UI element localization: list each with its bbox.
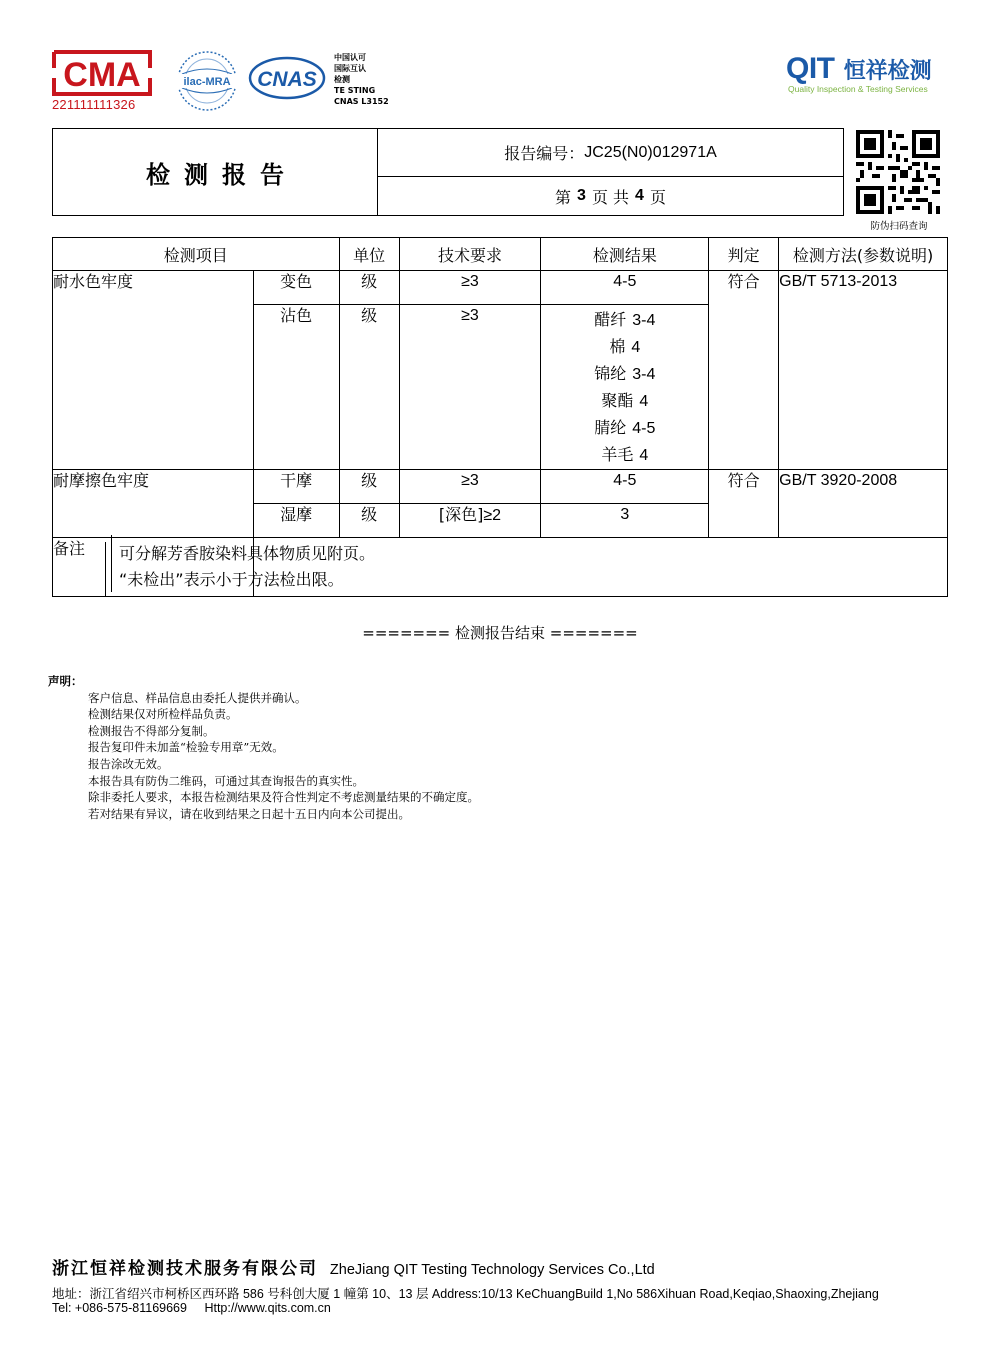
svg-text:CNAS: CNAS xyxy=(257,68,317,91)
qit-logo-text: QIT xyxy=(786,52,835,85)
declaration-title: 声明： xyxy=(48,674,83,688)
page-total: 4 xyxy=(635,187,644,204)
cma-code: 221111111326 xyxy=(52,97,136,112)
footer-contact xyxy=(52,1301,345,1315)
result-cell: 3 xyxy=(541,504,709,538)
requirement-cell: [深色]≥2 xyxy=(399,504,541,538)
declaration-item: 本报告具有防伪二维码，可通过其查询报告的真实性。 xyxy=(88,773,364,788)
title-cell xyxy=(53,129,378,215)
qit-logo-sub: Quality Inspection & Testing Services xyxy=(788,84,928,94)
requirement-cell: ≥3 xyxy=(399,305,541,470)
sub-item: 湿摩 xyxy=(253,504,339,538)
remarks-text xyxy=(119,541,375,593)
cnas-logo xyxy=(248,56,326,100)
sub-item: 沾色 xyxy=(253,305,339,470)
col-header-item: 检测项目 xyxy=(53,238,340,271)
title-box xyxy=(52,128,844,216)
page-suffix: 页 xyxy=(649,187,666,207)
unit-cell: 级 xyxy=(339,271,399,305)
method-cell: GB/T 5713-2013 xyxy=(779,271,948,470)
requirement-cell: ≥3 xyxy=(399,470,541,504)
page-indicator xyxy=(378,177,843,215)
report-number-cell xyxy=(378,129,843,177)
result-line: 聚酯 4 xyxy=(601,391,649,410)
footer-tel: Tel: +086-575-81169669 xyxy=(52,1301,187,1315)
declaration-list xyxy=(88,690,479,823)
page-mid: 页 共 xyxy=(591,187,630,207)
report-end-line: ======= 检测报告结束 ======= xyxy=(362,624,638,642)
footer-company-cn: 浙江恒祥检测技术服务有限公司 xyxy=(52,1259,318,1279)
declaration xyxy=(48,673,479,822)
footer-address: 地址：浙江省绍兴市柯桥区西环路 586 号科创大厦 1 幢第 10、13 层 Address:10/13 KeChuangBuild 1,No 586Xihuan Road,Keqiao,Shaoxing,Zhejiang xyxy=(52,1287,879,1301)
verdict-cell: 符合 xyxy=(709,470,779,538)
report-no-value: JC25(N0)012971A xyxy=(584,143,717,161)
table-header-row xyxy=(53,238,948,271)
result-line: 棉 4 xyxy=(609,337,641,356)
col-header-method: 检测方法(参数说明) xyxy=(779,238,948,271)
declaration-item: 报告涂改无效。 xyxy=(88,756,169,771)
company-logo xyxy=(786,52,932,94)
ilac-mra-logo xyxy=(172,50,242,112)
page-current: 3 xyxy=(577,187,586,204)
footer-company-en: ZheJiang QIT Testing Technology Services Co.,Ltd xyxy=(329,1262,655,1278)
result-line: 羊毛 4 xyxy=(601,445,649,464)
report-no-label: 报告编号： xyxy=(504,144,585,163)
unit-cell: 级 xyxy=(339,305,399,470)
remark-line: “未检出”表示小于方法检出限。 xyxy=(119,570,344,589)
result-cell: 4-5 xyxy=(541,470,709,504)
svg-text:ilac-MRA: ilac-MRA xyxy=(183,76,231,88)
footer-company xyxy=(52,1254,655,1279)
sub-item: 干摩 xyxy=(253,470,339,504)
item-water-fastness: 耐水色牢度 xyxy=(53,271,254,470)
col-header-result: 检测结果 xyxy=(541,238,709,271)
sub-item: 变色 xyxy=(253,271,339,305)
remarks-divider xyxy=(111,535,112,592)
declaration-item: 检测结果仅对所检样品负责。 xyxy=(88,707,238,722)
declaration-item: 若对结果有异议，请在收到结果之日起十五日内向本公司提出。 xyxy=(88,806,410,821)
col-header-unit: 单位 xyxy=(339,238,399,271)
col-header-verdict: 判定 xyxy=(709,238,779,271)
result-line: 腈纶 4-5 xyxy=(594,418,656,437)
result-line: 醋纤 3-4 xyxy=(594,310,656,329)
declaration-item: 客户信息、样品信息由委托人提供并确认。 xyxy=(88,690,307,705)
declaration-item: 除非委托人要求，本报告检测结果及符合性判定不考虑测量结果的不确定度。 xyxy=(88,790,479,805)
qr-caption: 防伪扫码查询 xyxy=(870,221,928,232)
table-row xyxy=(53,271,948,305)
unit-cell: 级 xyxy=(339,504,399,538)
page-title: 检测报告 xyxy=(146,159,298,189)
qit-logo-cn: 恒祥检测 xyxy=(843,59,932,84)
verdict-cell: 符合 xyxy=(709,271,779,470)
result-cell-staining xyxy=(541,305,709,470)
remark-line: 可分解芳香胺染料具体物质见附页。 xyxy=(119,544,376,563)
declaration-item: 报告复印件未加盖“检验专用章”无效。 xyxy=(88,740,284,755)
remarks-label: 备注 xyxy=(53,538,254,597)
declaration-item: 检测报告不得部分复制。 xyxy=(88,723,215,738)
qr-code-icon[interactable] xyxy=(856,130,940,214)
method-cell: GB/T 3920-2008 xyxy=(779,470,948,538)
result-line: 锦纶 3-4 xyxy=(594,364,656,383)
page-prefix: 第 xyxy=(555,187,572,207)
cnas-caption: 中国认可 国际互认 检测 TE STING CNAS L3152 xyxy=(334,53,389,106)
result-cell: 4-5 xyxy=(541,271,709,305)
unit-cell: 级 xyxy=(339,470,399,504)
footer-website-link[interactable]: Http://www.qits.com.cn xyxy=(204,1301,331,1315)
table-row xyxy=(53,470,948,504)
col-header-requirement: 技术要求 xyxy=(399,238,541,271)
svg-text:CMA: CMA xyxy=(63,56,141,94)
item-rubbing-fastness: 耐摩擦色牢度 xyxy=(53,470,254,538)
requirement-cell: ≥3 xyxy=(399,271,541,305)
